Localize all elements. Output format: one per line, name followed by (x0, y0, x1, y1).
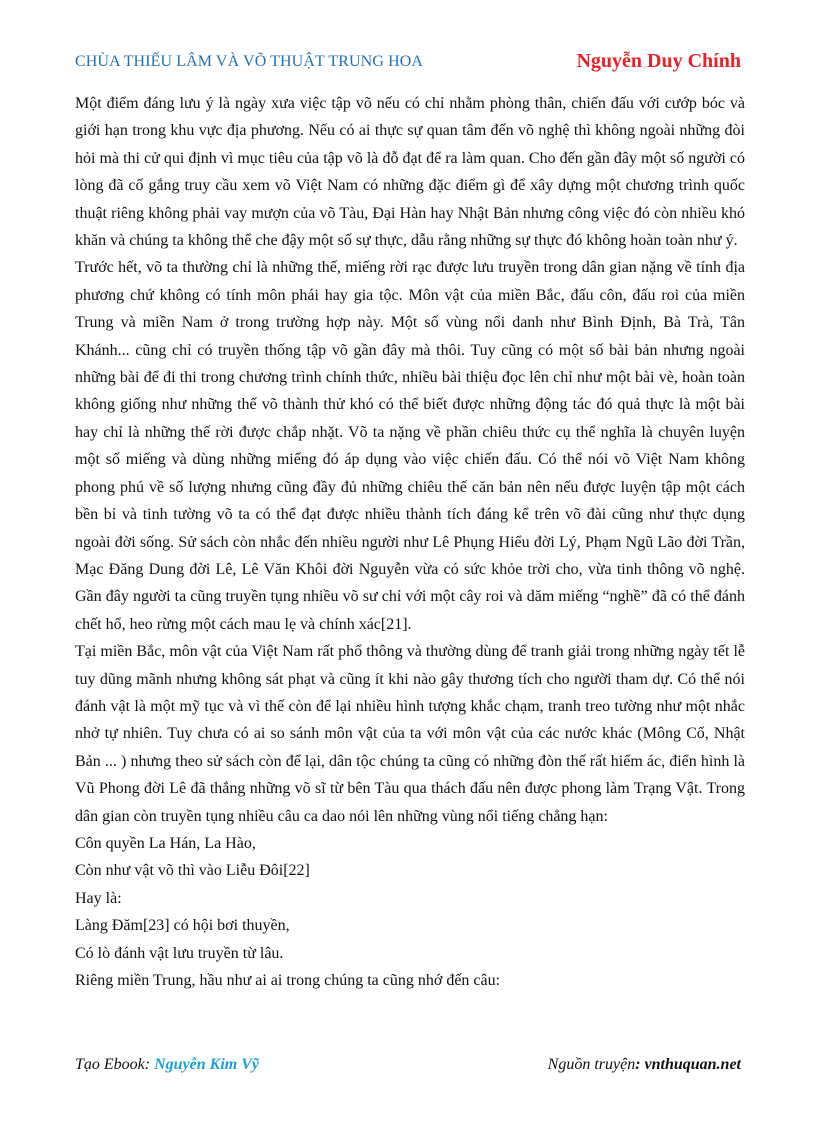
verse-line: Hay là: (75, 889, 122, 907)
verse-line: Có lò đánh vật lưu truyền từ lâu. (75, 944, 284, 962)
ebook-creator-name: Nguyễn Kim Vỹ (154, 1056, 259, 1073)
verse-line: Làng Đăm[23] có hội bơi thuyền, (75, 917, 290, 935)
paragraph: Một điểm đáng lưu ý là ngày xưa việc tập võ nếu có chỉ nhằm phòng thân, chiến đấu với cướp bóc và giới hạn trong khu vực địa phương. Nếu có ai thực sự quan tâm đến võ nghệ thì không ngoài những đòi hỏi mà thi cử qui định vì mục tiêu của tập võ là đỗ đạt để ra làm quan. Cho đến gần đây một số người có lòng đã cố gắng truy cầu xem võ Việt Nam có những đặc điểm gì để xây dựng một chương trình quốc thuật riêng không phải vay mượn của võ Tàu, Đại Hàn hay Nhật Bản nhưng công việc đó còn nhiều khó khăn và chúng ta không thể che đậy một số sự thực, dẫu rằng những sự thực đó không hoàn toàn như ý. (75, 95, 745, 250)
ebook-label: Tạo Ebook (75, 1056, 145, 1073)
source-separator: : (635, 1056, 645, 1073)
verse-line: Riêng miền Trung, hầu như ai ai trong chúng ta cũng nhớ đến câu: (75, 972, 501, 989)
page-footer (75, 1056, 741, 1078)
source-site: vnthuquan.net (644, 1056, 741, 1073)
paragraph: Tại miền Bắc, môn vật của Việt Nam rất phổ thông và thường dùng để tranh giải trong những ngày tết lễ tuy dũng mãnh nhưng không sát phạt và cũng ít khi nào gây thương tích cho người tham dự. Có thể nói đánh vật là một mỹ tục và vì thế còn để lại nhiều hình tượng khắc chạm, tranh treo tường như một nhắc nhở tự nhiên. Tuy chưa có ai so sánh môn vật của ta với môn vật của các nước khác (Mông Cổ, Nhật Bản ... ) nhưng theo sử sách còn để lại, dân tộc chúng ta cũng có những đòn thế rất hiểm ác, điển hình là Vũ Phong đời Lê đã thắng những võ sĩ từ bên Tàu qua thách đấu nên được phong làm Trạng Vật. Trong dân gian còn truyền tụng nhiều câu ca dao nói lên những vùng nổi tiếng chẳng hạn: (75, 643, 745, 825)
ebook-separator: : (144, 1056, 155, 1073)
page-header (75, 50, 741, 76)
verse-line: Côn quyền La Hán, La Hào, (75, 834, 256, 852)
verse-line: Còn như vật võ thì vào Liễu Đôi[22] (75, 862, 310, 880)
source-label: Nguồn truyện (547, 1056, 636, 1073)
author-name: Nguyễn Duy Chính (576, 50, 741, 72)
book-title: CHÙA THIẾU LÂM VÀ VÕ THUẬT TRUNG HOA (75, 53, 424, 70)
paragraph: Trước hết, võ ta thường chỉ là những thế, miếng rời rạc được lưu truyền trong dân gian nặng về tính địa phương chứ không có tính môn phái hay gia tộc. Môn vật của miền Bắc, đấu côn, đấu roi của miền Trung và miền Nam ở trong trường hợp này. Một số vùng nổi danh như Bình Định, Bà Trà, Tân Khánh... cũng chỉ có truyền thống tập võ gần đây mà thôi. Tuy cũng có một số bài bản nhưng ngoài những bài để đi thi trong chương trình chính thức, nhiều bài thiệu đọc lên chỉ như một bài vè, hoàn toàn không giống như những thế võ thành thử khó có thể biết được những động tác đó quả thực là một bài hay chỉ là những thế rời được chắp nhặt. Võ ta nặng về phần chiêu thức cụ thể nghĩa là chuyên luyện một số miếng và dùng những miếng đó áp dụng vào việc chiến đấu. Có thể nói võ Việt Nam không phong phú về số lượng nhưng cũng đầy đủ những chiêu thế căn bản nên nếu được luyện tập một cách bền bỉ và tinh tường võ ta có thể đạt được nhiều thành tích đáng kể trên võ đài cũng như thực dụng ngoài đời sống. Sử sách còn nhắc đến nhiều người như Lê Phụng Hiểu đời Lý, Phạm Ngũ Lão đời Trần, Mạc Đăng Dung đời Lê, Lê Văn Khôi đời Nguyễn vừa có sức khỏe trời cho, vừa tinh thông võ nghệ. Gần đây người ta cũng truyền tụng nhiều võ sư chỉ với một cây roi và dăm miếng “nghề” đã có thể đánh chết hổ, heo rừng một cách mau lẹ và chính xác[21]. (75, 259, 745, 633)
source-credit (548, 1056, 741, 1074)
page-body (75, 90, 745, 994)
ebook-credit (75, 1056, 259, 1074)
